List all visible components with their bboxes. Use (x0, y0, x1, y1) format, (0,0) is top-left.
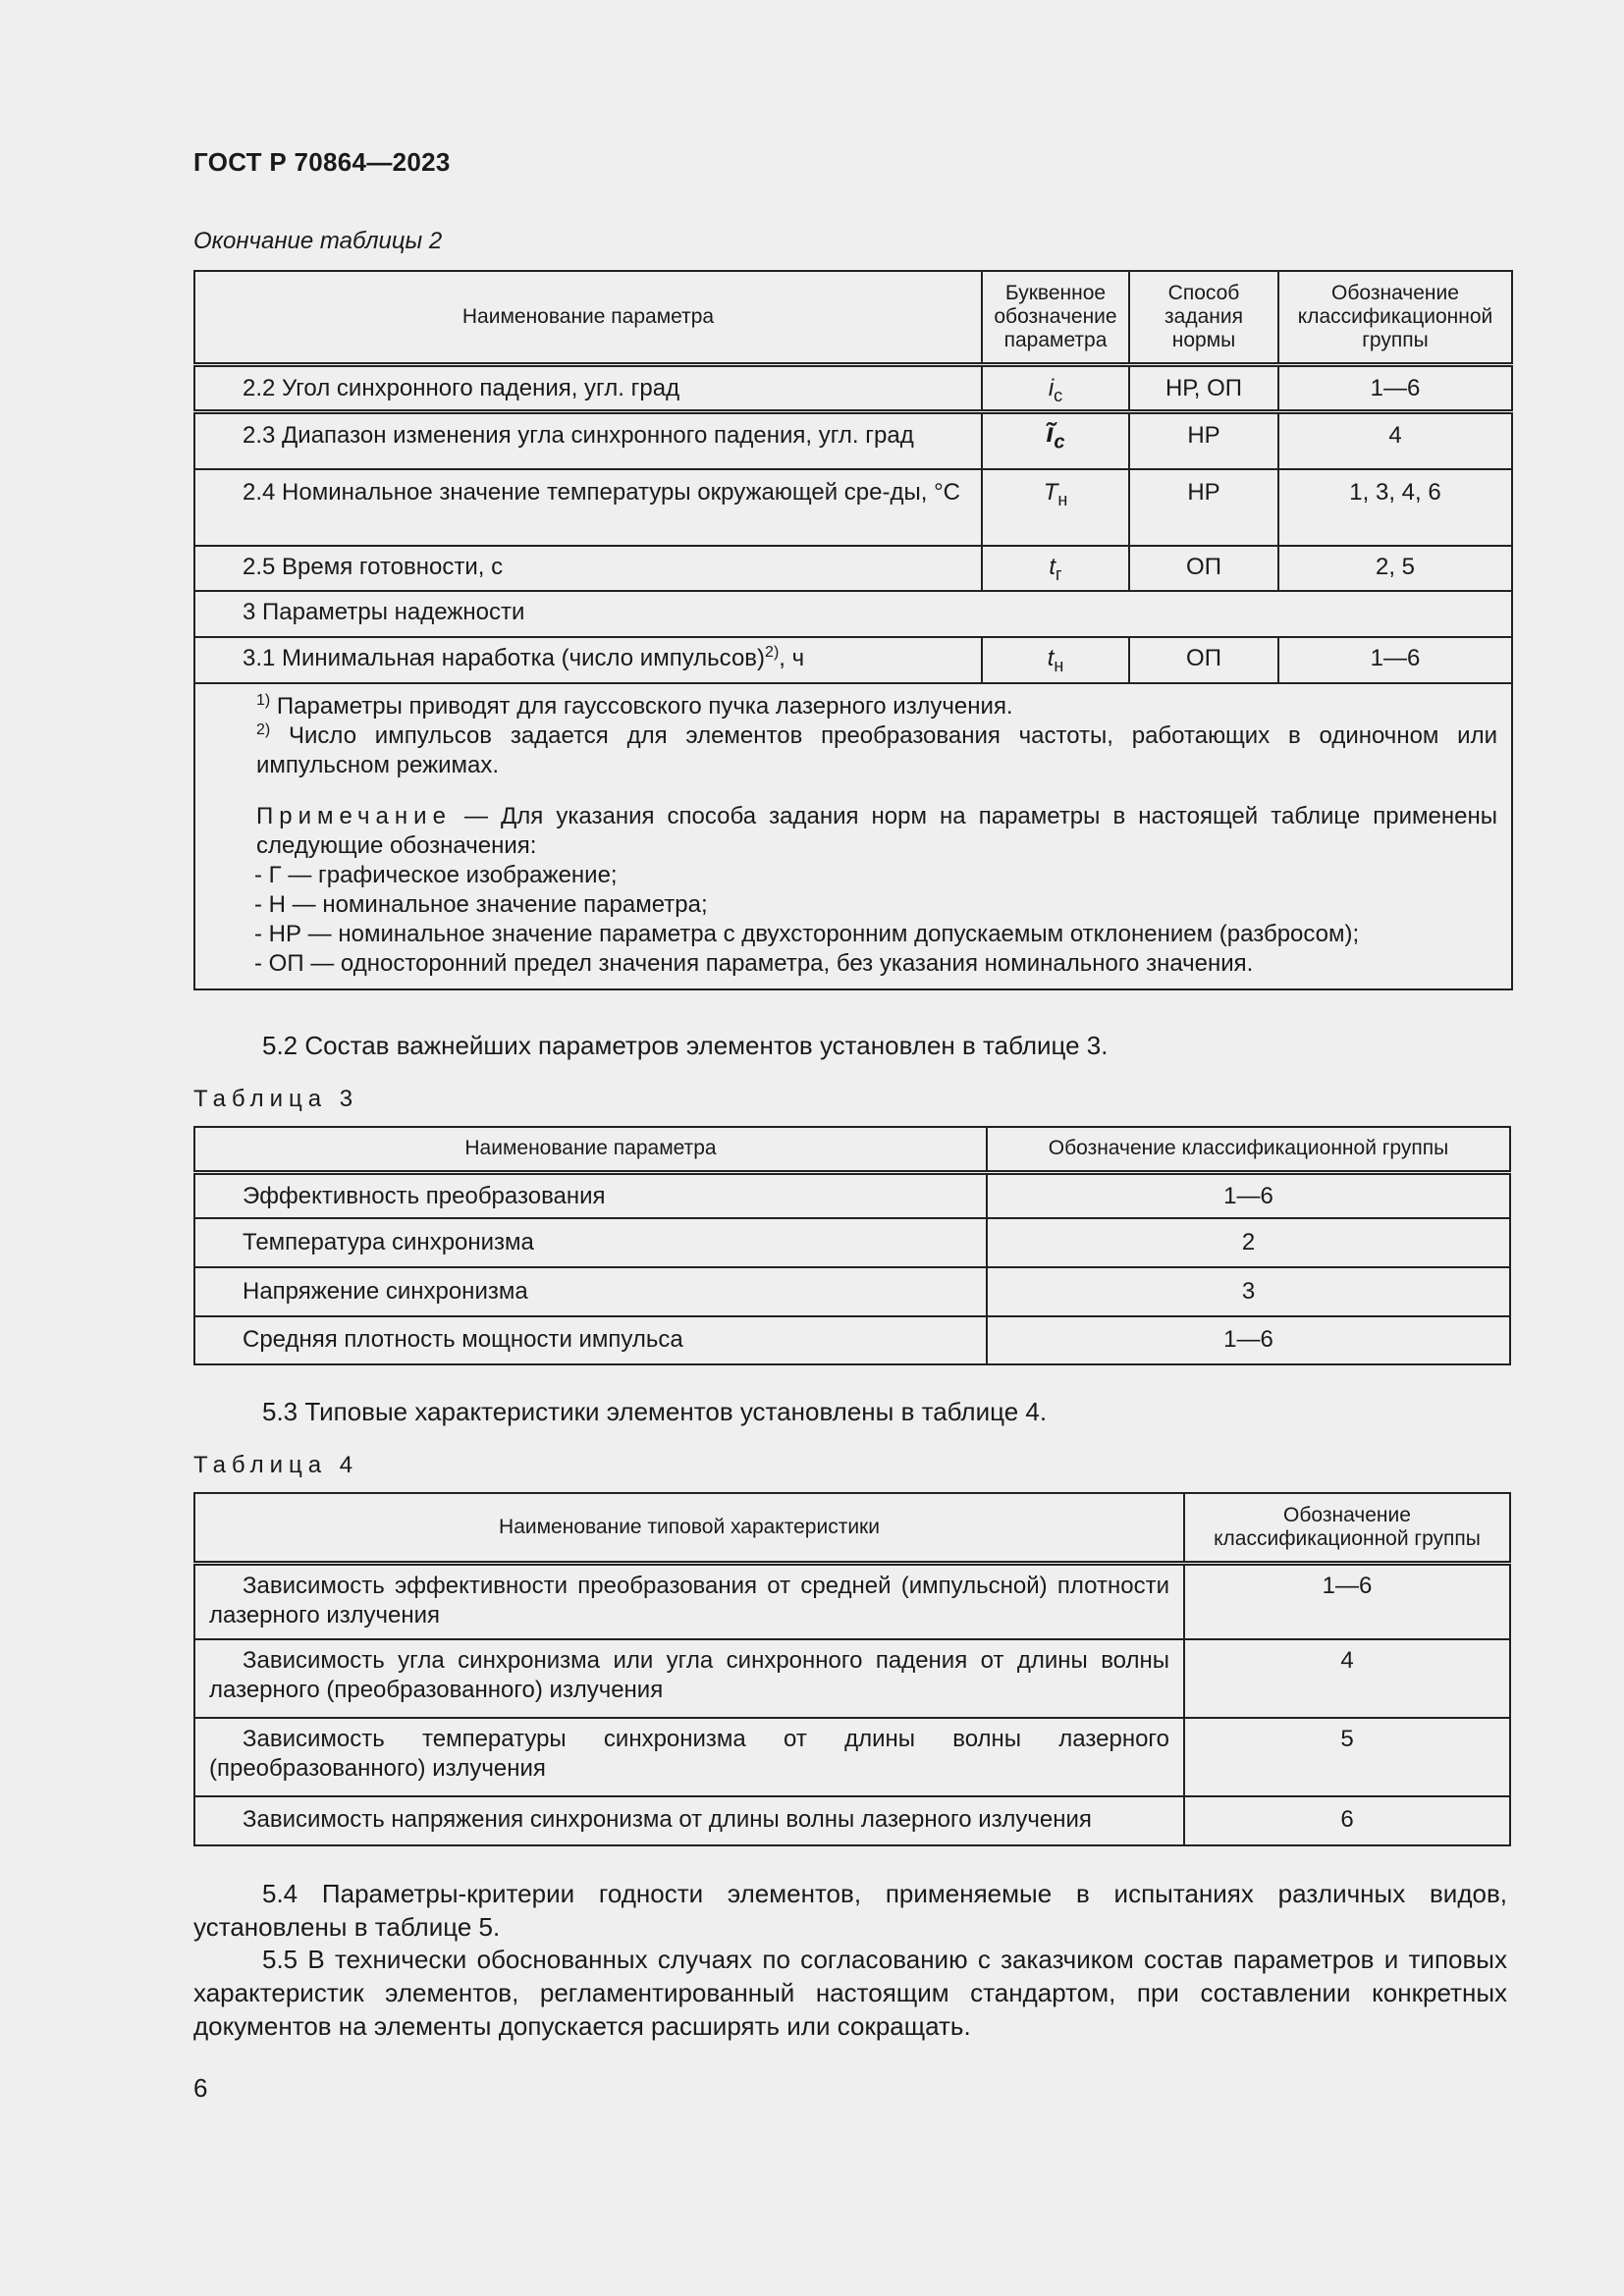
param-symbol: $t_н$ (982, 637, 1129, 683)
table4-caption: Таблица 4 (193, 1452, 359, 1478)
param-name: 2.3 Диапазон изменения угла синхронного падения, угл. град (194, 412, 982, 469)
footnote-1: $^{1)}$ Параметры приводят для гауссовского пучка лазерного излучения. (256, 691, 1013, 720)
paragraph-5-2: 5.2 Состав важнейших параметров элементов установлен в таблице 3. (262, 1031, 1109, 1060)
param-name: Средняя плотность мощности импульса (194, 1316, 987, 1364)
param-group: 1—6 (1278, 364, 1512, 412)
table-row (194, 469, 1512, 546)
section-title: 3 Параметры надежности (194, 591, 1512, 637)
param-symbol: $i_c$ (982, 364, 1129, 412)
param-name: 3.1 Минимальная наработка (число импульсов)$^{2)}$, ч (194, 637, 982, 683)
param-name: 2.5 Время готовности, с (194, 546, 982, 591)
characteristic-name: Зависимость эффективности преобразования от средней (импульсной) плотности лазерного излучения (194, 1563, 1184, 1639)
characteristic-group: 1—6 (1184, 1563, 1510, 1639)
table3-header-group: Обозначение классификационной группы (987, 1127, 1510, 1172)
footnote-2: $^{2)}$ Число импульсов задается для элементов преобразования частоты, работающих в одиночном или импульсном режимах. (256, 721, 1498, 778)
paragraph-5-4: 5.4 Параметры-критерии годности элементов, применяемые в испытаниях различных видов, установлены в таблице 5. (193, 1879, 1507, 1942)
param-symbol: $T_н$ (982, 469, 1129, 546)
param-method: НР (1129, 412, 1278, 469)
table2-header-row (194, 271, 1512, 364)
table4-header-row (194, 1493, 1510, 1563)
note-item: - Г — графическое изображение; (254, 861, 618, 888)
param-method: ОП (1129, 546, 1278, 591)
param-name: Температура синхронизма (194, 1218, 987, 1267)
table4 (193, 1492, 1511, 1846)
param-group: 1—6 (1278, 637, 1512, 683)
characteristic-name: Зависимость температуры синхронизма от длины волны лазерного (преобразованного) излучения (194, 1718, 1184, 1796)
standard-header: ГОСТ Р 70864—2023 (193, 147, 451, 177)
param-group: 3 (987, 1267, 1510, 1316)
param-name: 2.2 Угол синхронного падения, угл. град (194, 364, 982, 412)
param-group: 1, 3, 4, 6 (1278, 469, 1512, 546)
param-group: 2, 5 (1278, 546, 1512, 591)
note-item: - Н — номинальное значение параметра; (254, 890, 708, 918)
characteristic-name: Зависимость напряжения синхронизма от длины волны лазерного излучения (194, 1796, 1184, 1845)
param-group: 1—6 (987, 1172, 1510, 1218)
characteristic-name: Зависимость угла синхронизма или угла синхронного падения от длины волны лазерного (преобразованного) излучения (194, 1639, 1184, 1718)
section-row (194, 591, 1512, 637)
table4-header-name: Наименование типовой характеристики (194, 1493, 1184, 1563)
table4-header-group: Обозначение классификационной группы (1184, 1493, 1510, 1563)
note-item: - НР — номинальное значение параметра с двухсторонним допускаемым отклонением (разбросом); (254, 920, 1360, 947)
table-row (194, 1172, 1510, 1218)
table-row (194, 637, 1512, 683)
table3 (193, 1126, 1511, 1365)
table-row (194, 1218, 1510, 1267)
param-group: 2 (987, 1218, 1510, 1267)
table-row (194, 364, 1512, 412)
param-group: 4 (1278, 412, 1512, 469)
param-method: НР, ОП (1129, 364, 1278, 412)
table-row (194, 1563, 1510, 1639)
table-row (194, 1267, 1510, 1316)
table-row (194, 1718, 1510, 1796)
table3-header-row (194, 1127, 1510, 1172)
param-symbol: $ĩ_c$ (982, 412, 1129, 469)
table2-continuation-caption: Окончание таблицы 2 (193, 228, 443, 254)
table3-caption: Таблица 3 (193, 1086, 359, 1112)
table2-header-letter: Буквенное обозначение параметра (982, 271, 1129, 364)
param-name: Эффективность преобразования (194, 1172, 987, 1218)
param-name: 2.4 Номинальное значение температуры окружающей сре-ды, °С (194, 469, 982, 546)
paragraph-5-3: 5.3 Типовые характеристики элементов установлены в таблице 4. (262, 1397, 1048, 1426)
notes-row (194, 683, 1512, 989)
characteristic-group: 4 (1184, 1639, 1510, 1718)
note-item: - ОП — односторонний предел значения параметра, без указания номинального значения. (254, 949, 1254, 977)
param-symbol: $t_г$ (982, 546, 1129, 591)
paragraph-5-5: 5.5 В технически обоснованных случаях по согласованию с заказчиком состав параметров и типовых характеристик элементов, регламентированный настоящим стандартом, при составлении конкретных документов на элементы допускается расширять или сокращать. (193, 1945, 1507, 2041)
table2-notes (194, 683, 1512, 989)
table2 (193, 270, 1513, 990)
characteristic-group: 6 (1184, 1796, 1510, 1845)
table-row (194, 412, 1512, 469)
table-row (194, 1316, 1510, 1364)
param-method: ОП (1129, 637, 1278, 683)
table-row (194, 546, 1512, 591)
characteristic-group: 5 (1184, 1718, 1510, 1796)
table2-header-method: Способ задания нормы (1129, 271, 1278, 364)
param-name: Напряжение синхронизма (194, 1267, 987, 1316)
param-group: 1—6 (987, 1316, 1510, 1364)
table3-header-name: Наименование параметра (194, 1127, 987, 1172)
table-row (194, 1796, 1510, 1845)
note-text: Примечание — Для указания способа задания норм на параметры в настоящей таблице применены следующие обозначения: (256, 802, 1497, 859)
table2-header-name: Наименование параметра (194, 271, 982, 364)
table-row (194, 1639, 1510, 1718)
page-number: 6 (193, 2073, 208, 2103)
table2-header-group: Обозначение классификационной группы (1278, 271, 1512, 364)
param-method: НР (1129, 469, 1278, 546)
